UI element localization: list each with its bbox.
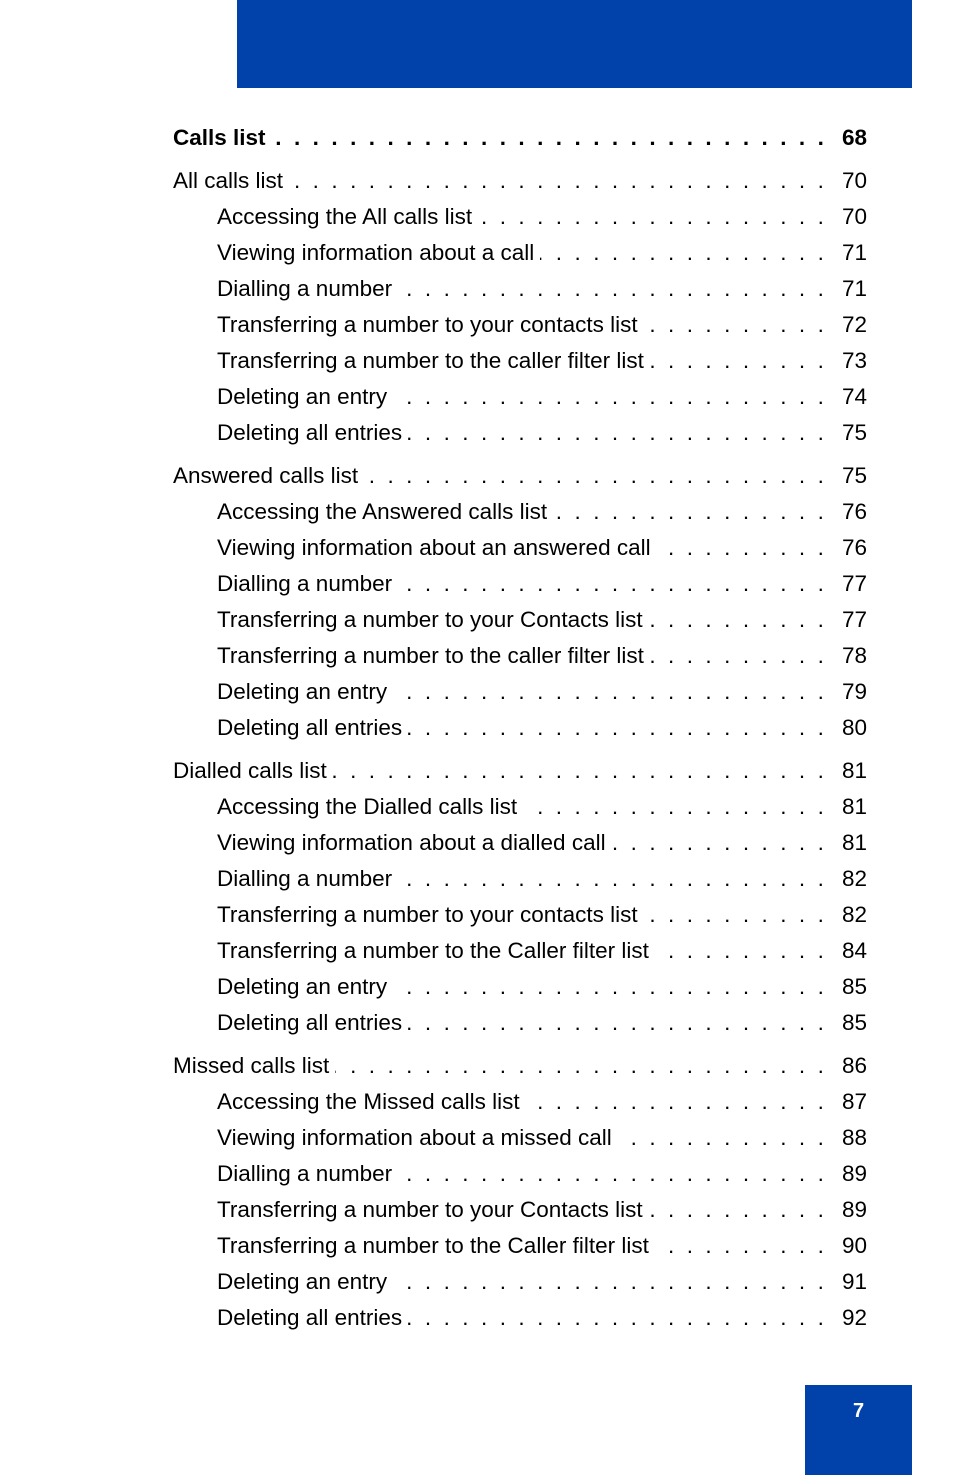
toc-entry-title: Dialling a number (217, 1161, 393, 1186)
toc-entry-page: 77 (841, 571, 867, 596)
toc-entry-title: Accessing the Missed calls list (217, 1089, 520, 1114)
toc-subsection-entry[interactable] (173, 638, 867, 674)
toc-subsection-entry[interactable] (173, 897, 867, 933)
toc-entry-page: 87 (841, 1089, 867, 1114)
toc-subsection-entry[interactable] (173, 602, 867, 638)
toc-entry-title: Deleting all entries (217, 1305, 403, 1330)
toc-section-entry[interactable] (173, 163, 867, 199)
toc-dot-leader (655, 1228, 827, 1264)
toc-entry-page: 81 (841, 794, 867, 819)
toc-entry-title: Deleting all entries (217, 715, 403, 740)
toc-entry-title: Deleting an entry (217, 384, 388, 409)
toc-entry-title: Transferring a number to your contacts list (217, 312, 638, 337)
toc-section-entry[interactable] (173, 753, 867, 789)
toc-entry-title: All calls list (173, 168, 284, 193)
toc-entry-page: 88 (841, 1125, 867, 1150)
toc-dot-leader (364, 458, 827, 494)
toc-entry-page: 77 (841, 607, 867, 632)
toc-dot-leader (393, 379, 827, 415)
toc-entry-title: Accessing the All calls list (217, 204, 473, 229)
toc-entry-title: Dialling a number (217, 866, 393, 891)
toc-entry-title: Dialling a number (217, 571, 393, 596)
toc-section-entry[interactable] (173, 1048, 867, 1084)
toc-entry-page: 92 (841, 1305, 867, 1330)
toc-entry-title: Viewing information about a missed call (217, 1125, 612, 1150)
toc-subsection-entry[interactable] (173, 530, 867, 566)
toc-dot-leader (523, 789, 827, 825)
toc-entry-title: Accessing the Answered calls list (217, 499, 548, 524)
toc-subsection-entry[interactable] (173, 1005, 867, 1041)
toc-dot-leader (650, 638, 827, 674)
toc-subsection-entry[interactable] (173, 933, 867, 969)
toc-entry-page: 78 (841, 643, 867, 668)
toc-subsection-entry[interactable] (173, 1300, 867, 1336)
toc-dot-leader (408, 710, 827, 746)
toc-entry-title: Transferring a number to the Caller filter list (217, 1233, 649, 1258)
toc-subsection-entry[interactable] (173, 1156, 867, 1192)
toc-subsection-entry[interactable] (173, 199, 867, 235)
toc-dot-leader (657, 530, 827, 566)
toc-entry-title: Transferring a number to the Caller filter list (217, 938, 649, 963)
toc-entry-title: Dialling a number (217, 276, 393, 301)
toc-subsection-entry[interactable] (173, 235, 867, 271)
toc-dot-leader (655, 933, 827, 969)
toc-entry-page: 82 (841, 866, 867, 891)
toc-entry-page: 70 (841, 168, 867, 193)
toc-dot-leader (398, 566, 827, 602)
toc-dot-leader (478, 199, 827, 235)
toc-entry-title: Deleting an entry (217, 1269, 388, 1294)
toc-dot-leader (333, 753, 827, 789)
toc-subsection-entry[interactable] (173, 674, 867, 710)
toc-dot-leader (612, 825, 827, 861)
toc-entry-page: 75 (841, 463, 867, 488)
toc-dot-leader (398, 861, 827, 897)
toc-entry-title: Transferring a number to the caller filter list (217, 643, 644, 668)
toc-section-entry[interactable] (173, 458, 867, 494)
toc-entry-page: 76 (841, 499, 867, 524)
toc-dot-leader (398, 1156, 827, 1192)
toc-dot-leader (408, 415, 827, 451)
toc-subsection-entry[interactable] (173, 1192, 867, 1228)
toc-entry-title: Missed calls list (173, 1053, 330, 1078)
toc-subsection-entry[interactable] (173, 1084, 867, 1120)
toc-dot-leader (644, 307, 827, 343)
toc-entry-title: Transferring a number to your contacts list (217, 902, 638, 927)
toc-dot-leader (649, 1192, 827, 1228)
toc-chapter-entry[interactable] (173, 120, 867, 156)
toc-entry-title: Viewing information about a dialled call (217, 830, 606, 855)
toc-subsection-entry[interactable] (173, 415, 867, 451)
toc-subsection-entry[interactable] (173, 861, 867, 897)
toc-subsection-entry[interactable] (173, 271, 867, 307)
toc-entry-page: 81 (841, 830, 867, 855)
toc-entry-page: 73 (841, 348, 867, 373)
toc-subsection-entry[interactable] (173, 1264, 867, 1300)
toc-entry-page: 82 (841, 902, 867, 927)
toc-entry-title: Viewing information about an answered call (217, 535, 651, 560)
toc-entry-page: 85 (841, 974, 867, 999)
toc-dot-leader (335, 1048, 827, 1084)
toc-entry-page: 75 (841, 420, 867, 445)
toc-subsection-entry[interactable] (173, 1228, 867, 1264)
toc-entry-title: Deleting an entry (217, 679, 388, 704)
toc-entry-page: 86 (841, 1053, 867, 1078)
toc-entry-title: Deleting an entry (217, 974, 388, 999)
toc-entry-page: 72 (841, 312, 867, 337)
toc-subsection-entry[interactable] (173, 379, 867, 415)
toc-entry-page: 79 (841, 679, 867, 704)
toc-dot-leader (393, 969, 827, 1005)
toc-dot-leader (618, 1120, 827, 1156)
toc-dot-leader (272, 120, 827, 156)
toc-entry-title: Accessing the Dialled calls list (217, 794, 518, 819)
toc-dot-leader (408, 1300, 827, 1336)
toc-dot-leader (649, 602, 827, 638)
toc-entry-page: 70 (841, 204, 867, 229)
toc-entry-page: 91 (841, 1269, 867, 1294)
toc-subsection-entry[interactable] (173, 307, 867, 343)
toc-entry-title: Transferring a number to the caller filter list (217, 348, 644, 373)
toc-subsection-entry[interactable] (173, 343, 867, 379)
toc-subsection-entry[interactable] (173, 494, 867, 530)
toc-subsection-entry[interactable] (173, 1120, 867, 1156)
toc-entry-title: Deleting all entries (217, 420, 403, 445)
header-band (237, 0, 912, 88)
toc-entry-title: Transferring a number to your Contacts list (217, 1197, 643, 1222)
page-number-box (805, 1385, 912, 1475)
toc-dot-leader (650, 343, 827, 379)
toc-entry-title: Calls list (173, 125, 266, 150)
toc-dot-leader (289, 163, 827, 199)
toc-entry-title: Answered calls list (173, 463, 359, 488)
toc-subsection-entry[interactable] (173, 566, 867, 602)
toc-entry-page: 71 (841, 276, 867, 301)
toc-entry-page: 90 (841, 1233, 867, 1258)
toc-entry-page: 68 (841, 125, 867, 150)
toc-entry-title: Dialled calls list (173, 758, 327, 783)
toc-entry-title: Deleting all entries (217, 1010, 403, 1035)
toc-dot-leader (393, 1264, 827, 1300)
toc-entry-page: 89 (841, 1161, 867, 1186)
page-number: 7 (852, 1400, 865, 1422)
toc-entry-page: 89 (841, 1197, 867, 1222)
toc-dot-leader (526, 1084, 827, 1120)
toc-dot-leader (398, 271, 827, 307)
toc-entry-title: Viewing information about a call (217, 240, 535, 265)
toc-entry-page: 76 (841, 535, 867, 560)
toc-entry-page: 74 (841, 384, 867, 409)
toc-dot-leader (408, 1005, 827, 1041)
toc-dot-leader (540, 235, 827, 271)
toc-entry-title: Transferring a number to your Contacts list (217, 607, 643, 632)
toc-entry-page: 85 (841, 1010, 867, 1035)
toc-entry-page: 81 (841, 758, 867, 783)
toc-subsection-entry[interactable] (173, 789, 867, 825)
toc-entry-page: 84 (841, 938, 867, 963)
toc-subsection-entry[interactable] (173, 969, 867, 1005)
table-of-contents (173, 120, 867, 1336)
toc-subsection-entry[interactable] (173, 825, 867, 861)
toc-entry-page: 80 (841, 715, 867, 740)
toc-subsection-entry[interactable] (173, 710, 867, 746)
toc-entry-page: 71 (841, 240, 867, 265)
toc-dot-leader (393, 674, 827, 710)
toc-dot-leader (553, 494, 827, 530)
toc-dot-leader (644, 897, 827, 933)
